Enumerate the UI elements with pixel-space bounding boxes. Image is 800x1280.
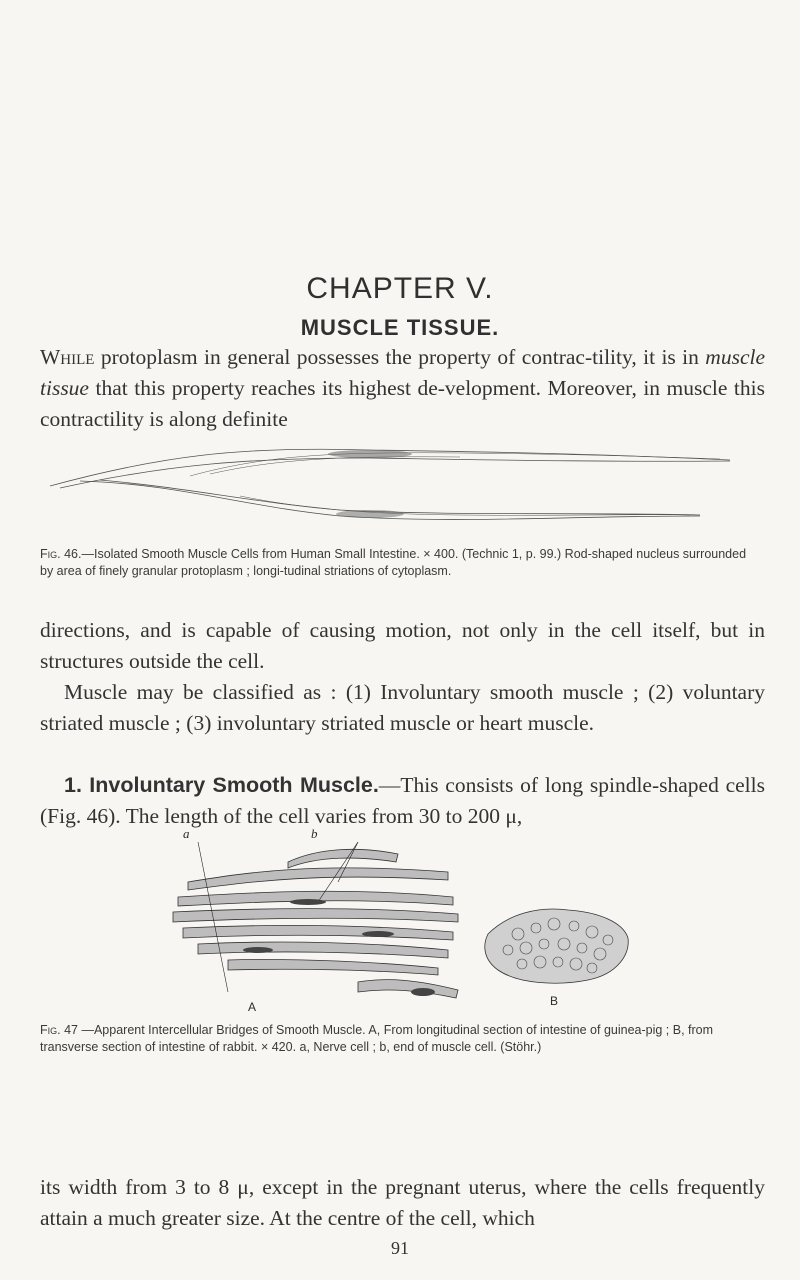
p4-text: —This consists of long spindle-shaped cells (Fig. 46). The length of the cell varies from 30 to 200 μ, [40, 773, 765, 828]
fig47-label-b: b [311, 826, 318, 841]
figure-47b-illustration [478, 904, 638, 994]
paragraph-directions: directions, and is capable of causing motion, not only in the cell itself, but in structures outside the cell. [40, 618, 765, 673]
figure-47a-illustration [168, 842, 468, 1002]
fig-47-text: —Apparent Intercellular Bridges of Smooth Muscle. A, From longitudinal section of intestine of guinea-pig ; B, from transverse section of intestine of rabbit. × 420. a, Nerve cell ; b, end of muscle cell. (Stöhr.) [40, 1023, 714, 1054]
drop-word: While [40, 345, 95, 369]
section-heading: 1. Involuntary Smooth Muscle. [64, 773, 379, 797]
fig-47-label: Fig. 47 [40, 1023, 78, 1037]
paragraph-smooth-muscle [40, 770, 765, 832]
fig47-label-B: B [550, 994, 559, 1008]
fig47-label-A: A [248, 1000, 257, 1014]
p1-text-b: that this property reaches its highest de-velopment. Moreover, in muscle this contractility is along definite [40, 376, 765, 431]
figure-46-caption [40, 546, 762, 580]
chapter-number: CHAPTER V. [306, 272, 494, 305]
paragraph-width: its width from 3 to 8 μ, except in the pregnant uterus, where the cells frequently attain a much greater size. At the centre of the cell, which [40, 1175, 765, 1230]
chapter-title: MUSCLE TISSUE. [300, 315, 500, 340]
p1-text-a: protoplasm in general possesses the property of contrac-tility, it is in [94, 345, 706, 369]
fig-46-text: —Isolated Smooth Muscle Cells from Human Small Intestine. × 400. (Technic 1, p. 99.) Rod-shaped nucleus surrounded by area of finely granular protoplasm ; longi-tudinal striations of cytoplasm. [40, 547, 747, 578]
fig47-label-a: a [183, 826, 190, 841]
fig-46-label: Fig. 46. [40, 547, 82, 561]
paragraph-classification: Muscle may be classified as : (1) Involuntary smooth muscle ; (2) voluntary striated muscle ; (3) involuntary striated muscle or heart muscle. [40, 680, 765, 735]
figure-46-illustration [40, 436, 780, 528]
paragraph-intro [40, 342, 765, 435]
page-number: 91 [391, 1238, 409, 1258]
figure-47-caption [40, 1022, 762, 1056]
p1-italic: muscle tissue [40, 345, 765, 400]
